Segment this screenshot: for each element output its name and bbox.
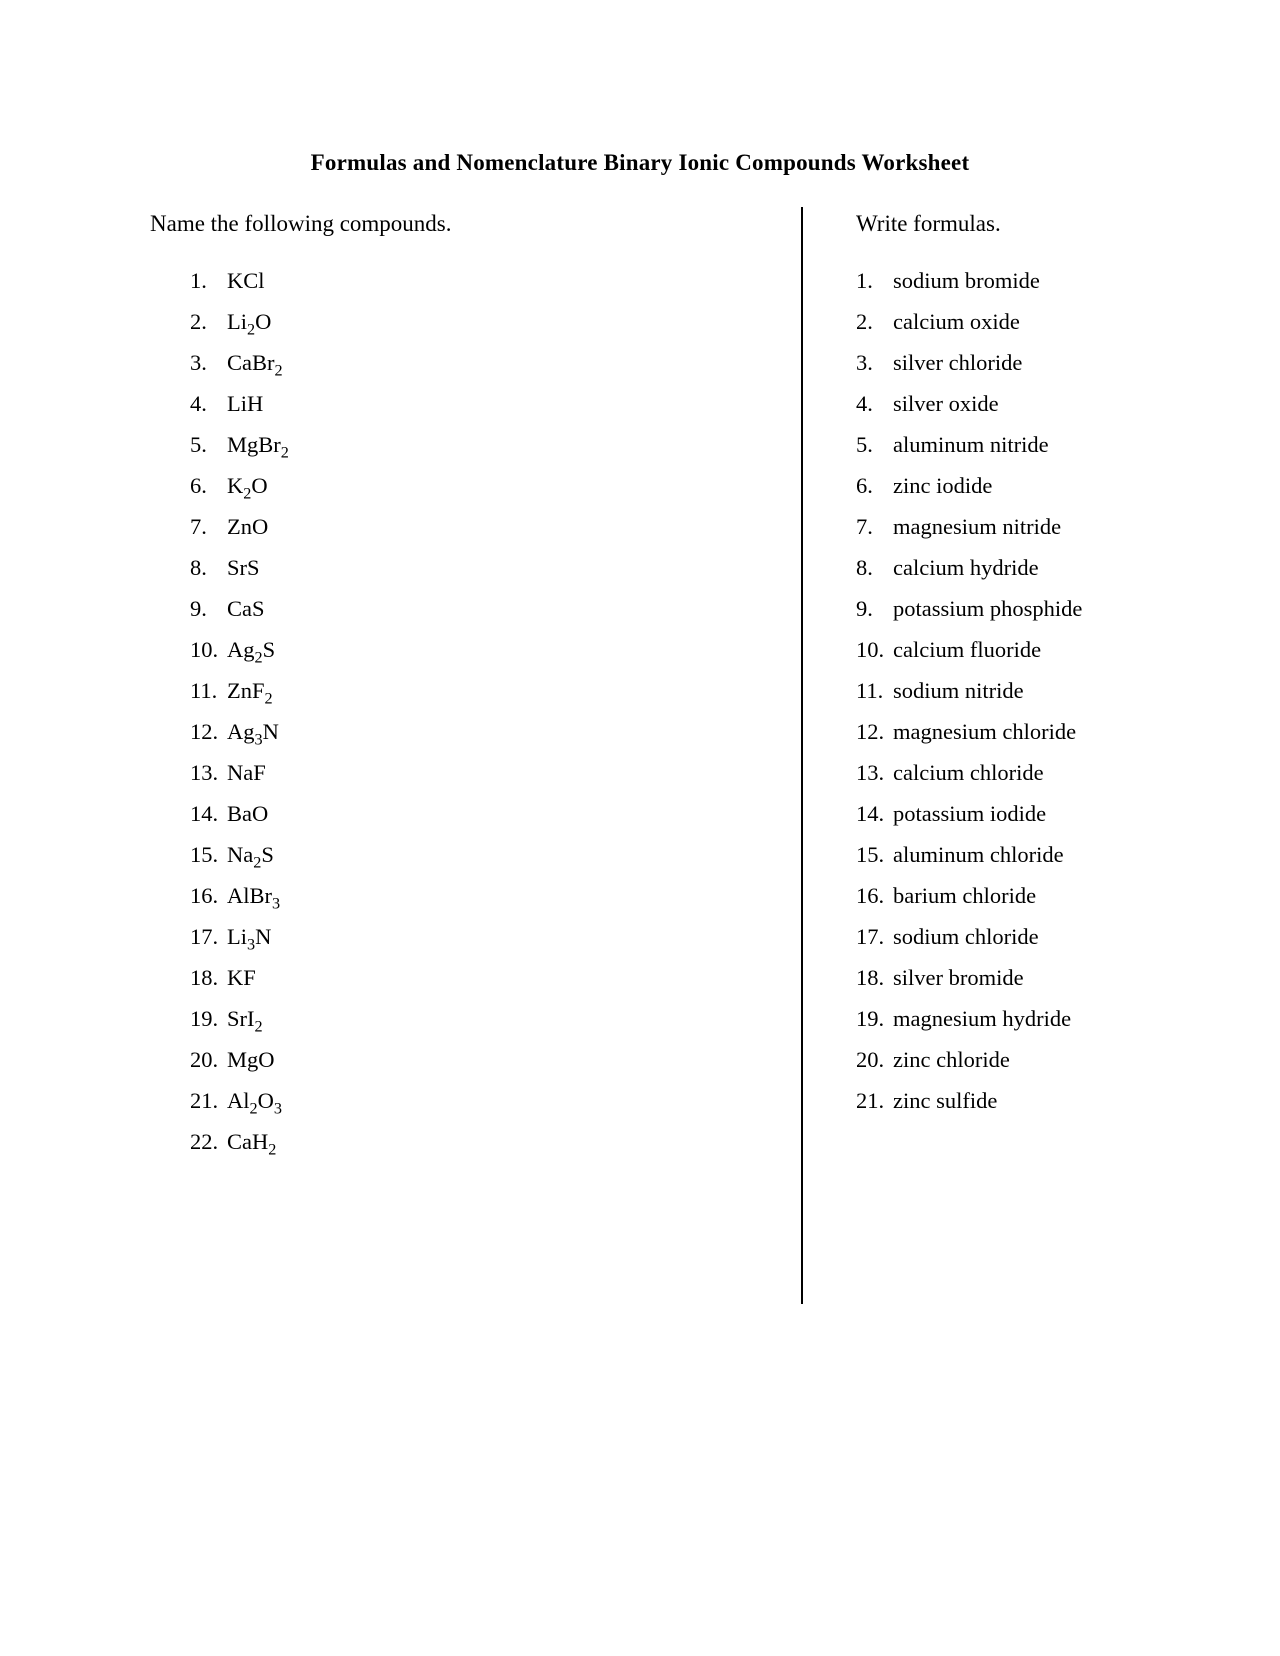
list-item	[190, 636, 289, 677]
list-item	[190, 718, 289, 759]
list-item	[856, 800, 1082, 841]
list-item	[190, 1128, 289, 1169]
compound-formula: $Al_2O_3$	[227, 1088, 282, 1118]
list-item	[856, 1005, 1082, 1046]
list-item	[190, 390, 289, 431]
list-item	[856, 349, 1082, 390]
item-number: 20.	[190, 1047, 219, 1072]
list-item	[856, 513, 1082, 554]
list-item	[856, 308, 1082, 349]
list-item	[856, 718, 1082, 759]
compound-formula: AlBr$_3$	[227, 883, 281, 913]
item-number: 3.	[190, 350, 207, 375]
list-item	[856, 1087, 1082, 1128]
list-item	[856, 472, 1082, 513]
list-item	[190, 841, 289, 882]
list-item	[856, 595, 1082, 636]
compound-name: sodium nitride	[893, 678, 1024, 703]
item-number: 14.	[856, 801, 885, 826]
item-number: 9.	[190, 596, 207, 621]
list-item	[190, 267, 289, 308]
compound-name: calcium chloride	[893, 760, 1044, 785]
compound-formula: CaBr$_2$	[227, 350, 283, 380]
item-number: 8.	[190, 555, 207, 580]
compound-name: calcium fluoride	[893, 637, 1042, 662]
compound-formula: CaS	[227, 596, 265, 621]
compound-formula: KCl	[227, 268, 265, 293]
item-number: 5.	[856, 432, 873, 457]
list-item	[856, 759, 1082, 800]
list-item	[190, 431, 289, 472]
list-item	[856, 677, 1082, 718]
compound-formula: SrS	[227, 555, 260, 580]
item-number: 16.	[856, 883, 885, 908]
list-item	[856, 841, 1082, 882]
item-number: 13.	[856, 760, 885, 785]
compound-formula: KF	[227, 965, 256, 990]
compound-name: potassium phosphide	[893, 596, 1083, 621]
item-number: 22.	[190, 1129, 219, 1154]
write-formulas-list	[856, 267, 1082, 1128]
list-item	[190, 513, 289, 554]
item-number: 12.	[190, 719, 219, 744]
compound-formula: $Li_2O$	[227, 309, 272, 339]
item-number: 4.	[856, 391, 873, 416]
list-item	[190, 554, 289, 595]
item-number: 13.	[190, 760, 219, 785]
item-number: 7.	[856, 514, 873, 539]
column-divider-line	[801, 207, 803, 1304]
item-number: 3.	[856, 350, 873, 375]
item-number: 15.	[856, 842, 885, 867]
list-item	[190, 595, 289, 636]
item-number: 6.	[856, 473, 873, 498]
compound-name: potassium iodide	[893, 801, 1047, 826]
compound-name: aluminum nitride	[893, 432, 1049, 457]
item-number: 2.	[190, 309, 207, 334]
compound-name: zinc iodide	[893, 473, 993, 498]
compound-name: aluminum chloride	[893, 842, 1064, 867]
list-item	[190, 1005, 289, 1046]
list-item	[190, 800, 289, 841]
item-number: 9.	[856, 596, 873, 621]
list-item	[856, 882, 1082, 923]
list-item	[856, 554, 1082, 595]
list-item	[190, 308, 289, 349]
compound-name: silver oxide	[893, 391, 999, 416]
compound-name: barium chloride	[893, 883, 1037, 908]
left-column-header: Name the following compounds.	[150, 211, 452, 236]
item-number: 20.	[856, 1047, 885, 1072]
item-number: 10.	[190, 637, 219, 662]
list-item	[856, 636, 1082, 677]
item-number: 7.	[190, 514, 207, 539]
item-number: 1.	[856, 268, 873, 293]
list-item	[856, 390, 1082, 431]
list-item	[856, 923, 1082, 964]
item-number: 14.	[190, 801, 219, 826]
item-number: 19.	[190, 1006, 219, 1031]
item-number: 5.	[190, 432, 207, 457]
item-number: 12.	[856, 719, 885, 744]
compound-name: magnesium nitride	[893, 514, 1062, 539]
compound-name: silver chloride	[893, 350, 1023, 375]
item-number: 17.	[190, 924, 219, 949]
compound-name: sodium bromide	[893, 268, 1040, 293]
compound-name: zinc chloride	[893, 1047, 1010, 1072]
list-item	[190, 472, 289, 513]
compound-formula: $K_2O$	[227, 473, 268, 503]
list-item	[856, 431, 1082, 472]
compound-formula: ZnO	[227, 514, 269, 539]
compound-formula: MgO	[227, 1047, 275, 1072]
item-number: 6.	[190, 473, 207, 498]
list-item	[190, 677, 289, 718]
item-number: 4.	[190, 391, 207, 416]
compound-formula: $Na_2S$	[227, 842, 274, 872]
right-column-header: Write formulas.	[856, 211, 1001, 236]
item-number: 19.	[856, 1006, 885, 1031]
item-number: 11.	[190, 678, 218, 703]
compound-formula: SrI$_2$	[227, 1006, 263, 1036]
list-item	[856, 964, 1082, 1005]
item-number: 16.	[190, 883, 219, 908]
item-number: 17.	[856, 924, 885, 949]
list-item	[190, 1046, 289, 1087]
compound-name: sodium chloride	[893, 924, 1039, 949]
compound-formula: ZnF$_2$	[227, 678, 273, 708]
compound-name: magnesium hydride	[893, 1006, 1072, 1031]
item-number: 15.	[190, 842, 219, 867]
compound-formula: MgBr$_2$	[227, 432, 289, 462]
list-item	[190, 349, 289, 390]
item-number: 18.	[856, 965, 885, 990]
item-number: 21.	[190, 1088, 219, 1113]
compound-name: silver bromide	[893, 965, 1024, 990]
compound-formula: BaO	[227, 801, 269, 826]
compound-formula: NaF	[227, 760, 266, 785]
list-item	[190, 964, 289, 1005]
item-number: 18.	[190, 965, 219, 990]
compound-name: zinc sulfide	[893, 1088, 998, 1113]
item-number: 21.	[856, 1088, 885, 1113]
list-item	[190, 923, 289, 964]
item-number: 8.	[856, 555, 873, 580]
page-title: Formulas and Nomenclature Binary Ionic Compounds Worksheet	[310, 150, 970, 175]
compound-name: magnesium chloride	[893, 719, 1077, 744]
compound-formula: LiH	[227, 391, 264, 416]
list-item	[190, 759, 289, 800]
item-number: 1.	[190, 268, 207, 293]
compound-formula: $Ag_2S$	[227, 637, 276, 667]
list-item	[190, 882, 289, 923]
compound-name: calcium hydride	[893, 555, 1039, 580]
compound-formula: CaH$_2$	[227, 1129, 277, 1159]
list-item	[190, 1087, 289, 1128]
compound-formula: $Li_3N$	[227, 924, 272, 954]
item-number: 11.	[856, 678, 884, 703]
item-number: 2.	[856, 309, 873, 334]
compound-formula: $Ag_3N$	[227, 719, 279, 749]
list-item	[856, 267, 1082, 308]
name-compounds-list	[190, 267, 289, 1169]
compound-name: calcium oxide	[893, 309, 1020, 334]
list-item	[856, 1046, 1082, 1087]
item-number: 10.	[856, 637, 885, 662]
